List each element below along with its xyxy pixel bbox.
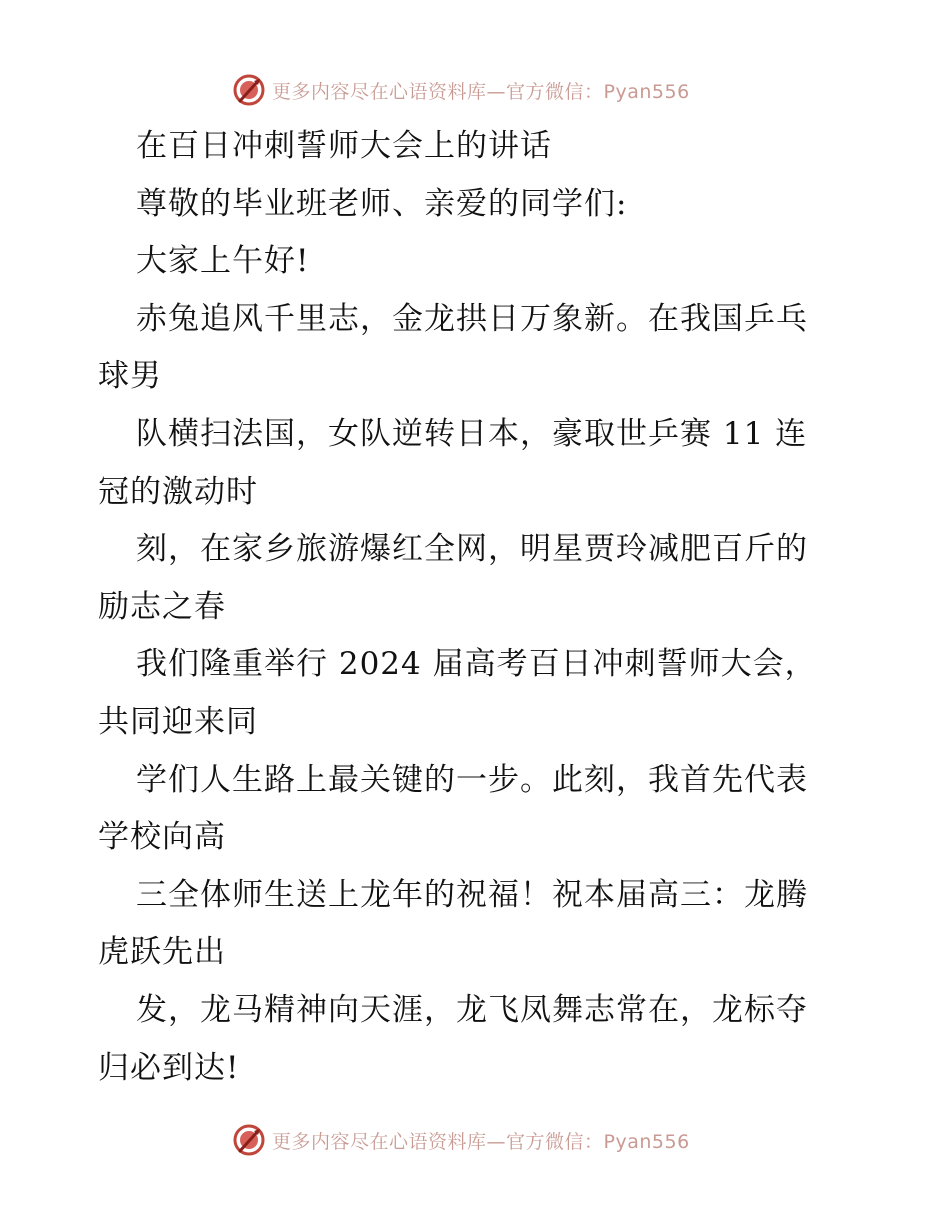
paragraph-line: 虎跃先出	[98, 934, 226, 971]
paragraph-line: 我们隆重举行 2024 届高考百日冲刺誓师大会，	[136, 646, 817, 683]
salutation: 尊敬的毕业班老师、亲爱的同学们:	[136, 185, 628, 222]
paragraph-line: 刻，在家乡旅游爆红全网，明星贾玲减肥百斤的	[136, 531, 808, 568]
paragraph-line: 三全体师生送上龙年的祝福！祝本届高三：龙腾	[136, 876, 808, 913]
footer-watermark	[232, 1120, 690, 1160]
paragraph-line: 赤兔追风千里志，金龙拱日万象新。在我国乒乓	[136, 300, 808, 337]
paragraph-line: 发，龙马精神向天涯，龙飞凤舞志常在，龙标夺	[136, 991, 808, 1028]
paragraph-line: 冠的激动时	[98, 473, 258, 510]
watermark-text: 更多内容尽在心语资料库—官方微信：Pyan556	[272, 80, 690, 103]
document-title: 在百日冲刺誓师大会上的讲话	[136, 128, 552, 164]
paragraph-line: 队横扫法国，女队逆转日本，豪取世乒赛 11 连	[136, 415, 808, 452]
watermark-text: 更多内容尽在心语资料库—官方微信：Pyan556	[272, 1130, 690, 1153]
greeting: 大家上午好!	[136, 243, 310, 280]
document-body	[98, 118, 853, 1097]
header-watermark	[232, 70, 690, 110]
quill-logo-icon	[232, 1123, 266, 1157]
paragraph-line: 球男	[98, 358, 162, 395]
paragraph-line: 归必到达!	[98, 1049, 240, 1086]
quill-logo-icon	[232, 73, 266, 107]
paragraph-line: 共同迎来同	[98, 703, 258, 740]
paragraph-line: 励志之春	[98, 588, 226, 625]
paragraph-line: 学校向高	[98, 819, 226, 856]
paragraph-line: 学们人生路上最关键的一步。此刻，我首先代表	[136, 761, 808, 798]
